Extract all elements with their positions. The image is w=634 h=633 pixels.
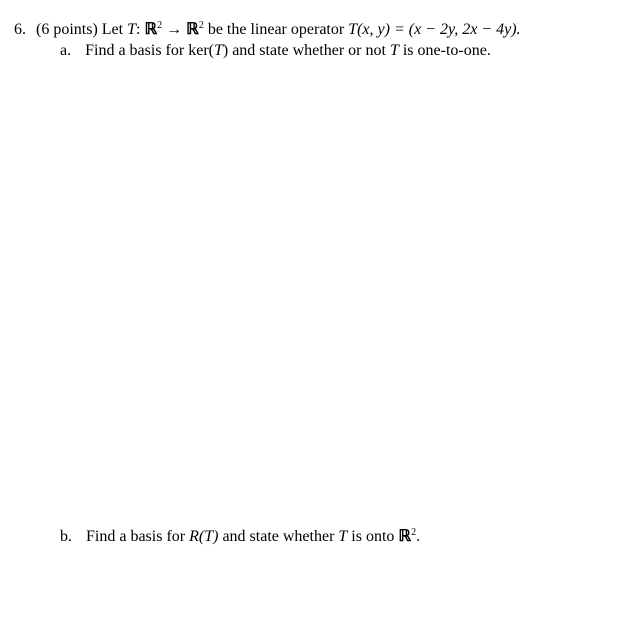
question-lead: Let bbox=[101, 21, 124, 38]
part-a-math-1: T bbox=[213, 42, 223, 59]
question-points: (6 points) bbox=[36, 21, 98, 38]
part-a bbox=[60, 41, 491, 61]
part-a-text-after: is one-to-one. bbox=[398, 42, 491, 59]
domain-exponent: 2 bbox=[157, 20, 163, 31]
part-b-label: b. bbox=[60, 528, 72, 545]
colon: : bbox=[136, 21, 141, 38]
part-b-space: ℝ bbox=[398, 528, 412, 545]
part-b-space-exponent: 2 bbox=[411, 527, 417, 538]
codomain-space: ℝ bbox=[186, 21, 199, 38]
part-b-text-before: Find a basis for bbox=[86, 528, 190, 545]
part-b bbox=[60, 527, 420, 547]
part-b-end: . bbox=[416, 528, 421, 545]
domain-space: ℝ bbox=[144, 21, 158, 38]
part-a-text-before: Find a basis for ker( bbox=[85, 42, 214, 59]
part-b-math-1: R(T) bbox=[189, 528, 219, 545]
part-a-text-mid: ) and state whether or not bbox=[222, 42, 390, 59]
question-middle-text: be the linear operator bbox=[203, 21, 349, 38]
operator-formula: T(x, y) = (x − 2y, 2x − 4y). bbox=[348, 21, 521, 38]
operator-symbol: T bbox=[127, 21, 137, 38]
question-number: 6. bbox=[14, 21, 26, 38]
part-b-text-mid: and state whether bbox=[218, 528, 339, 545]
part-a-math-2: T bbox=[389, 42, 399, 59]
part-a-label: a. bbox=[60, 42, 72, 59]
question-6-statement bbox=[14, 20, 521, 40]
codomain-exponent: 2 bbox=[198, 20, 204, 31]
part-b-math-2: T bbox=[338, 528, 348, 545]
part-b-text-after: is onto bbox=[347, 528, 399, 545]
arrow-symbol: → bbox=[162, 21, 187, 38]
